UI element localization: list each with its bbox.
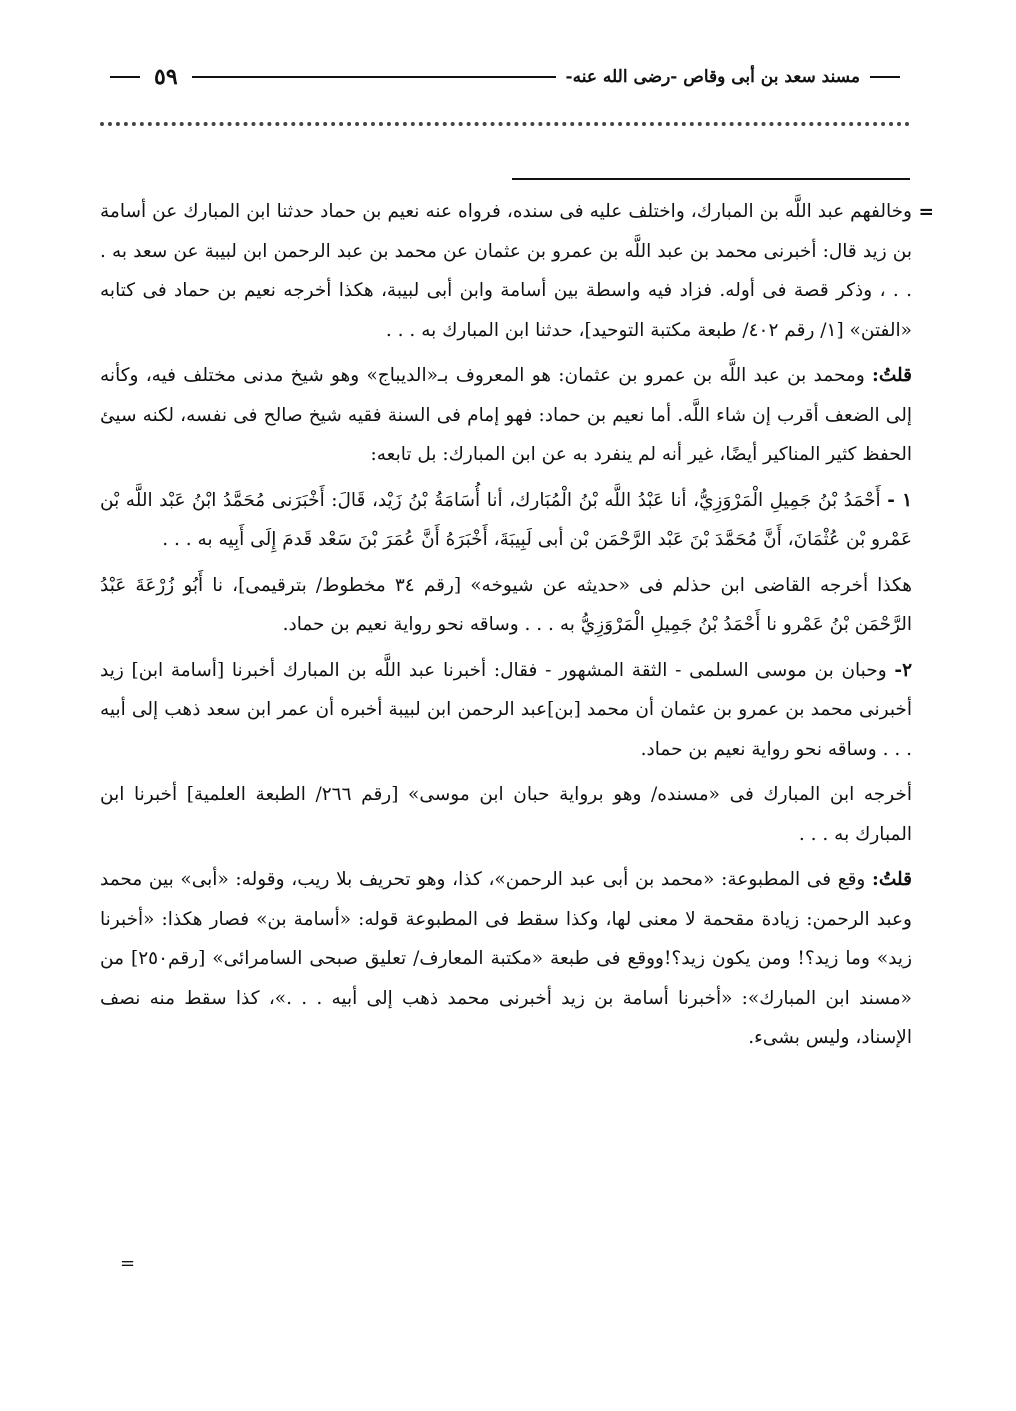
item-number: ١ - [887, 489, 912, 511]
paragraph-text: وخالفهم عبد اللَّه بن المبارك، واختلف عليه فى سنده، فرواه عنه نعيم بن حماد حدثنا ابن المبارك عن أسامة بن زيد قال: أخبرنى محمد بن عبد اللَّه بن عمرو بن عثمان عن محمد بن عبد الرحمن ابن لبيبة عن سعد به . . . ، وذكر قصة فى أوله. فزاد فيه واسطة بين أسامة وابن أبى لبيبة، هكذا أخرجه نعيم بن حماد فى كتابه «الفتن» [١/ رقم ٤٠٢/ طبعة مكتبة التوحيد]، حدثنا ابن المبارك به . . . [100, 201, 912, 341]
paragraph-text: وحبان بن موسى السلمى - الثقة المشهور - فقال: أخبرنا عبد اللَّه بن المبارك أخبرنا [أسامة ابن] زيد أخبرنى محمد بن عمرو بن عثمان أن محمد [بن]عبد الرحمن ابن لبيبة أخبره أن عمر ابن سعد ذهب إلى أبيه . . . وساقه نحو رواية نعيم بن حماد. [100, 659, 912, 760]
paragraph-text: ومحمد بن عبد اللَّه بن عمرو بن عثمان: هو المعروف بـ«الديباج» وهو شيخ مدنى مختلف فيه، وكأنه إلى الضعف أقرب إن شاء اللَّه. أما نعيم بن حماد: فهو إمام فى السنة فقيه شيخ صالح فى نفسه، لكنه سيئ الحفظ كثير المناكير أيضًا، غير أنه لم ينفرد به عن ابن المبارك: بل تابعه: [100, 365, 912, 465]
footnote-body [100, 192, 934, 1064]
page-number: ٥٩ [154, 64, 178, 90]
end-continuation-mark: = [120, 1253, 136, 1274]
qultu-label: قلتُ: [872, 365, 912, 386]
footnote-rule [512, 178, 910, 180]
paragraph [100, 775, 912, 854]
paragraph-text: أَحْمَدُ بْنُ جَمِيلِ الْمَرْوَزِيُّ، أنا عَبْدُ اللَّه بْنُ الْمُبَارك، أنا أُسَامَةُ بْنُ زَيْد، قَالَ: أَخْبَرَنى مُحَمَّدُ ابْنُ عَبْد اللَّه بْن عَمْرو بْن عُثْمَانَ، أَنَّ مُحَمَّدَ بْنَ عَبْد الرَّحْمَن بْن أبى لَبِيبَةَ، أَخْبَرَهُ أَنَّ عُمَرَ بْنَ سَعْد قَدمَ إِلَى أَبِيه به . . . [100, 489, 912, 550]
header-rule-right [870, 76, 900, 78]
paragraph [100, 860, 912, 1058]
item-number: ٢- [894, 659, 912, 681]
paragraph-text: أخرجه ابن المبارك فى «مسنده/ وهو برواية حبان ابن موسى» [رقم ٢٦٦/ الطبعة العلمية] أخبرنا ابن المبارك به . . . [100, 784, 912, 845]
paragraph [100, 356, 912, 475]
dotted-separator [100, 122, 910, 126]
continuation-mark: = [918, 202, 934, 223]
header-rule-middle [192, 76, 556, 78]
paragraph-text: هكذا أخرجه القاضى ابن حذلم فى «حديثه عن شيوخه» [رقم ٣٤ مخطوط/ بترقيمى]، نا أَبُو زُرْعَةَ عَبْدُ الرَّحْمَن بْنُ عَمْرو نا أَحْمَدُ بْنُ جَمِيلِ الْمَرْوَزِيُّ به . . . وساقه نحو رواية نعيم بن حماد. [100, 574, 912, 635]
paragraph [100, 651, 912, 770]
paragraph [100, 192, 934, 350]
page-header [100, 62, 910, 92]
header-title: مسند سعد بن أبى وقاص -رضى الله عنه- [565, 67, 860, 87]
paragraph [100, 481, 912, 560]
qultu-label: قلتُ: [872, 869, 912, 890]
paragraph-text: وقع فى المطبوعة: «محمد بن أبى عبد الرحمن»، كذا، وهو تحريف بلا ريب، وقوله: «أبى» بين محمد وعبد الرحمن: زيادة مقحمة لا معنى لها، وكذا سقط فى المطبوعة قوله: «أسامة بن» فصار هكذا: «أخبرنا زيد» وما زيد؟! ومن يكون زيد؟!ووقع فى طبعة «مكتبة المعارف/ تعليق صبحى السامرائى» [رقم٢٥٠] من «مسند ابن المبارك»: «أخبرنا أسامة بن زيد أخبرنى محمد ذهب إلى أبيه . . .»، كذا سقط منه نصف الإسناد، وليس بشىء. [100, 869, 912, 1048]
header-rule-left [110, 76, 140, 78]
paragraph [100, 566, 912, 645]
